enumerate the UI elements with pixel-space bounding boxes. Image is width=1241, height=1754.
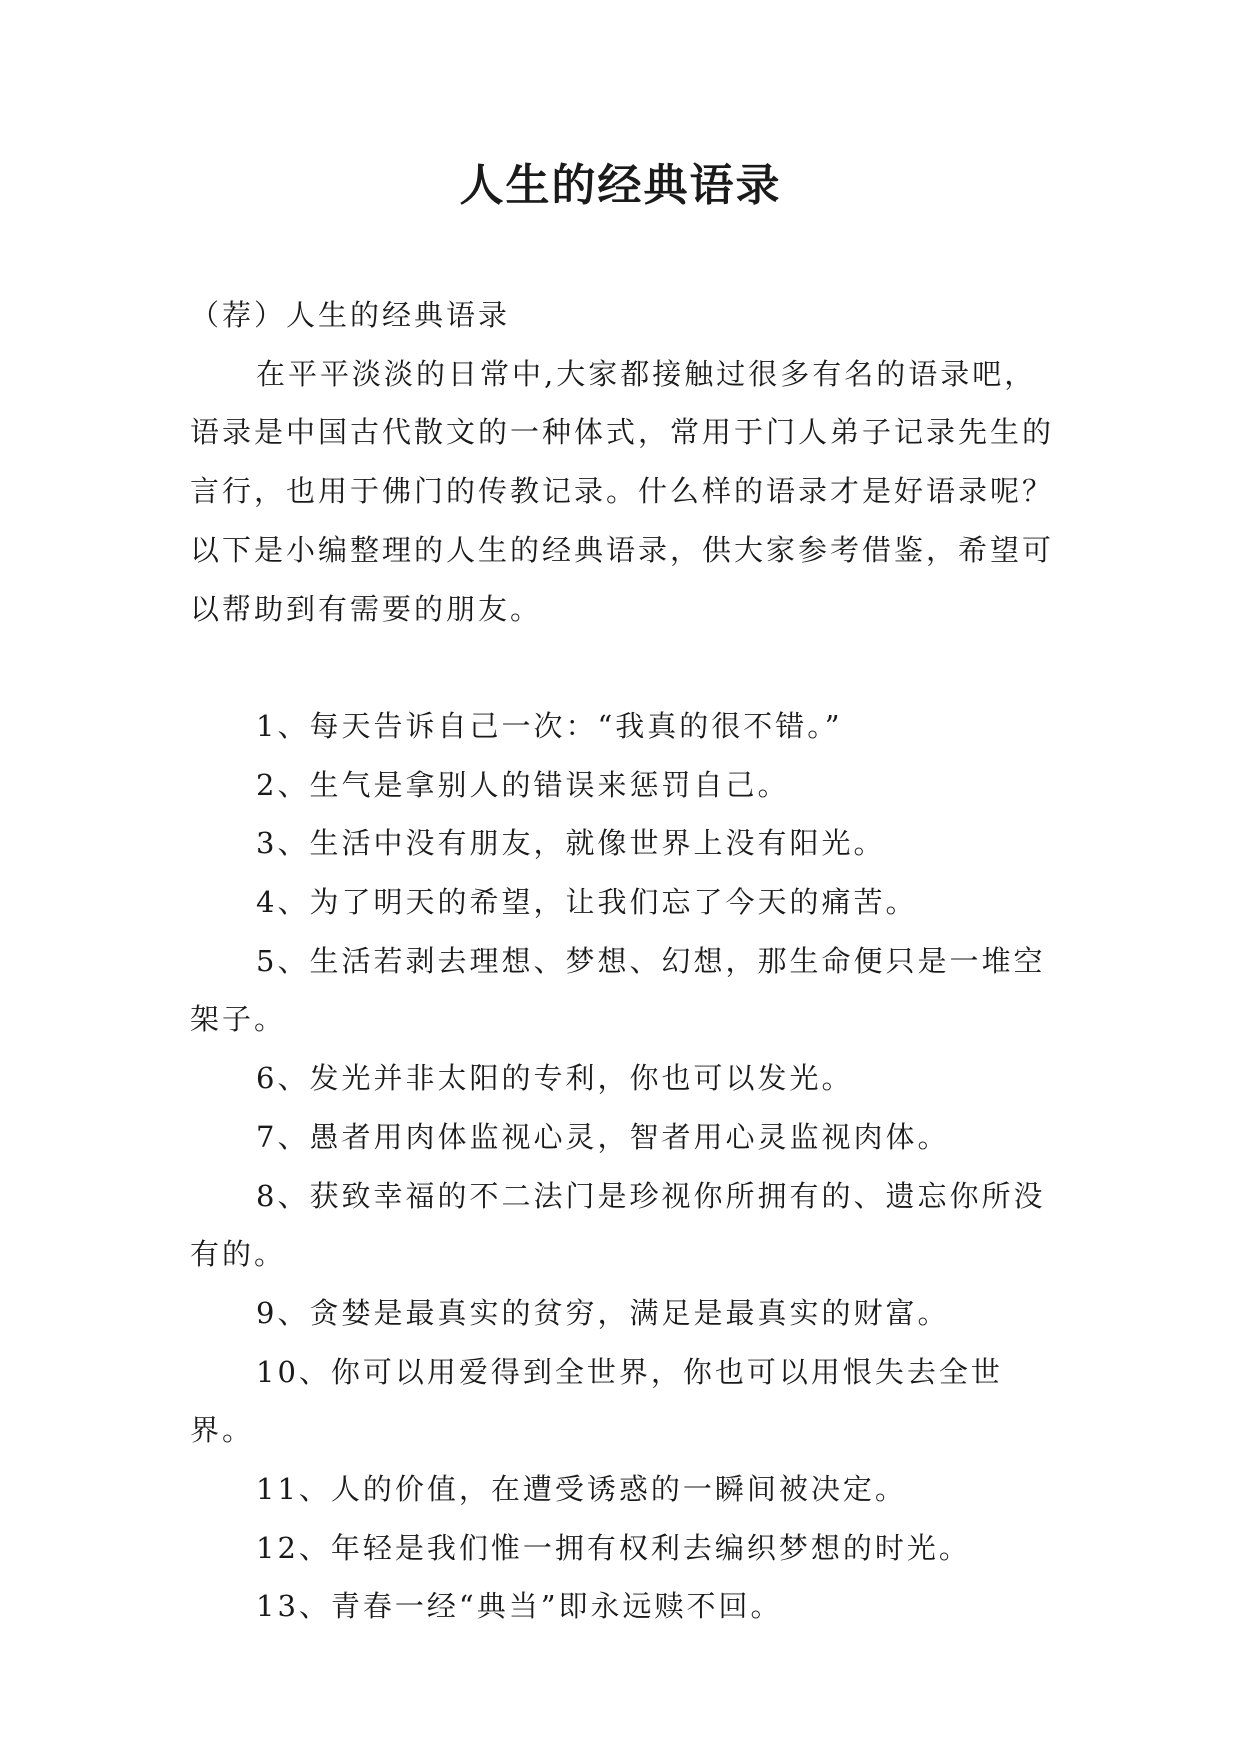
document-title: 人生的经典语录 xyxy=(459,160,782,211)
document-body xyxy=(190,286,1060,1636)
quote-item: 5、生活若剥去理想、梦想、幻想，那生命便只是一堆空架子。 xyxy=(190,943,1046,1037)
quote-item: 8、获致幸福的不二法门是珍视你所拥有的、遗忘你所没有的。 xyxy=(190,1178,1046,1272)
quote-item: 1、每天告诉自己一次：“我真的很不错。” xyxy=(256,708,843,743)
document-subtitle: （荐）人生的经典语录 xyxy=(190,298,511,332)
paragraph-spacer xyxy=(190,638,1060,697)
quote-item: 4、为了明天的希望，让我们忘了今天的痛苦。 xyxy=(256,885,918,920)
quote-item: 7、愚者用肉体监视心灵，智者用心灵监视肉体。 xyxy=(256,1119,950,1154)
intro-paragraph: 在平平淡淡的日常中,大家都接触过很多有名的语录吧，语录是中国古代散文的一种体式，常用于门人弟子记录先生的言行，也用于佛门的传教记录。什么样的语录才是好语录呢？以下是小编整理的人生的经典语录，供大家参考借鉴，希望可以帮助到有需要的朋友。 xyxy=(190,356,1055,626)
quote-item: 11、人的价值，在遭受诱惑的一瞬间被决定。 xyxy=(256,1472,907,1507)
quote-item: 2、生气是拿别人的错误来惩罚自己。 xyxy=(256,767,790,802)
quote-item: 12、年轻是我们惟一拥有权利去编织梦想的时光。 xyxy=(256,1530,971,1565)
quote-item: 9、贪婪是最真实的贫穷，满足是最真实的财富。 xyxy=(256,1295,950,1330)
quote-item: 10、你可以用爱得到全世界，你也可以用恨失去全世界。 xyxy=(190,1354,1003,1448)
quote-item: 13、青春一经“典当”即永远赎不回。 xyxy=(256,1589,783,1624)
quote-item: 3、生活中没有朋友，就像世界上没有阳光。 xyxy=(256,826,886,861)
quote-item: 6、发光并非太阳的专利，你也可以发光。 xyxy=(256,1061,854,1096)
